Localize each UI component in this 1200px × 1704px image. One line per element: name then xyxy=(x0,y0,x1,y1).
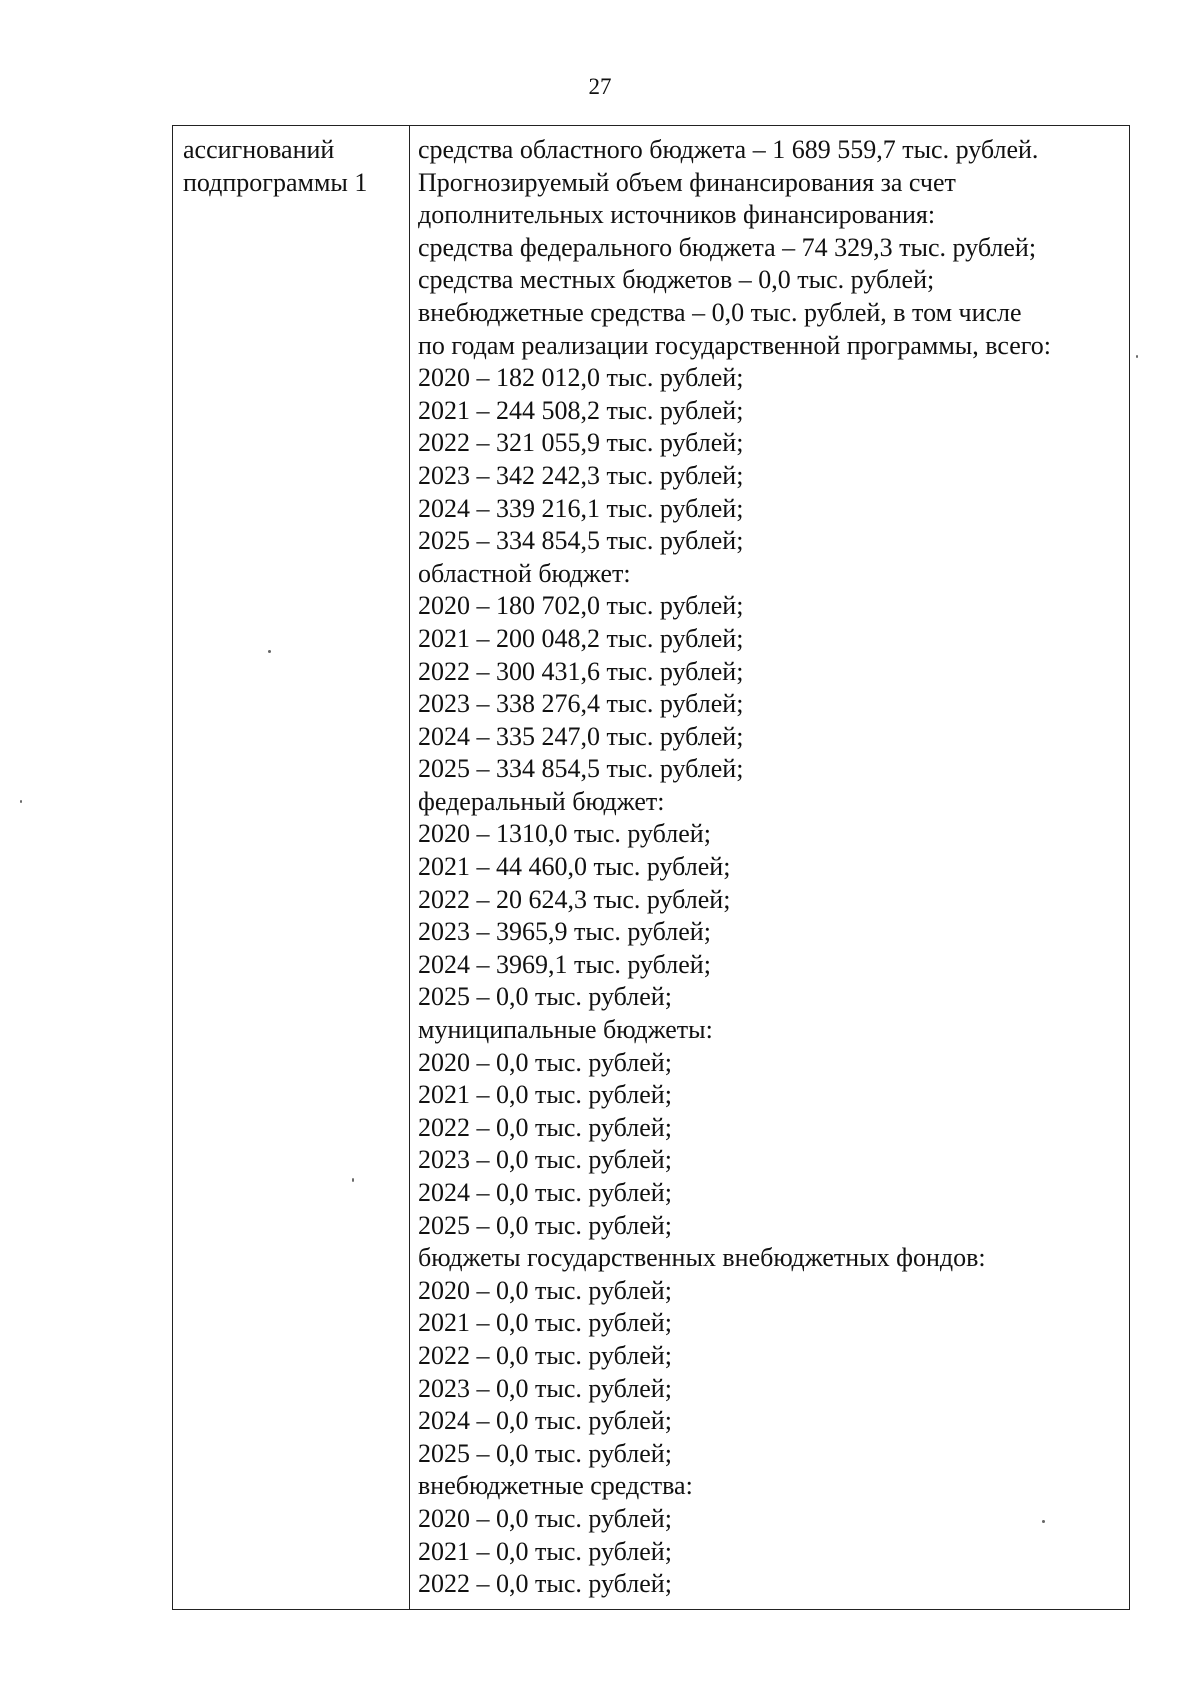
text-line: 2022 – 20 624,3 тыс. рублей; xyxy=(418,884,731,914)
text-line: 2022 – 0,0 тыс. рублей; xyxy=(418,1340,672,1370)
scan-speck xyxy=(1042,1520,1045,1523)
text-line: 2024 – 339 216,1 тыс. рублей; xyxy=(418,493,744,523)
text-line: 2020 – 0,0 тыс. рублей; xyxy=(418,1503,672,1533)
text-line: 2025 – 334 854,5 тыс. рублей; xyxy=(418,526,744,556)
text-line: 2020 – 0,0 тыс. рублей; xyxy=(418,1047,672,1077)
text-line: средства областного бюджета – 1 689 559,7 тыс. рублей. xyxy=(418,135,1039,164)
text-line: внебюджетные средства – 0,0 тыс. рублей, в том числе xyxy=(418,297,1022,327)
text-line: 2021 – 44 460,0 тыс. рублей; xyxy=(418,852,731,882)
text-line: 2022 – 300 431,6 тыс. рублей; xyxy=(418,656,744,686)
text-line: 2024 – 335 247,0 тыс. рублей; xyxy=(418,721,744,751)
text-line: 2023 – 342 242,3 тыс. рублей; xyxy=(418,460,744,490)
text-line: бюджеты государственных внебюджетных фондов: xyxy=(418,1243,986,1273)
scan-speck xyxy=(268,650,271,653)
text-line: 2022 – 0,0 тыс. рублей; xyxy=(418,1569,672,1599)
label-cell-text xyxy=(173,134,409,199)
text-line: 2021 – 0,0 тыс. рублей; xyxy=(418,1308,672,1338)
text-line: средства федерального бюджета – 74 329,3 тыс. рублей; xyxy=(418,232,1037,262)
text-line: 2024 – 3969,1 тыс. рублей; xyxy=(418,949,711,979)
funding-table xyxy=(172,125,1130,1610)
text-line: 2023 – 338 276,4 тыс. рублей; xyxy=(418,689,744,719)
label-cell xyxy=(173,126,410,1610)
text-line: средства местных бюджетов – 0,0 тыс. рублей; xyxy=(418,265,935,295)
text-line: 2025 – 0,0 тыс. рублей; xyxy=(418,1438,672,1468)
text-line: 2025 – 0,0 тыс. рублей; xyxy=(418,982,672,1012)
text-line: областной бюджет: xyxy=(418,558,631,588)
scan-speck xyxy=(1136,355,1138,358)
text-line: 2023 – 0,0 тыс. рублей; xyxy=(418,1373,672,1403)
page-number: 27 xyxy=(588,74,612,99)
scan-speck xyxy=(20,800,22,803)
text-line: ассигнований xyxy=(183,135,335,164)
text-line: 2022 – 321 055,9 тыс. рублей; xyxy=(418,428,744,458)
text-line: 2021 – 200 048,2 тыс. рублей; xyxy=(418,623,744,653)
text-line: 2020 – 182 012,0 тыс. рублей; xyxy=(418,363,744,393)
text-line: 2024 – 0,0 тыс. рублей; xyxy=(418,1406,672,1436)
text-line: федеральный бюджет: xyxy=(418,786,665,816)
text-line: 2021 – 0,0 тыс. рублей; xyxy=(418,1080,672,1110)
text-line: по годам реализации государственной программы, всего: xyxy=(418,330,1052,360)
text-line: Прогнозируемый объем финансирования за счет xyxy=(418,167,956,197)
table-row xyxy=(173,126,1130,1610)
text-line: внебюджетные средства: xyxy=(418,1471,693,1501)
text-line: 2025 – 0,0 тыс. рублей; xyxy=(418,1210,672,1240)
text-line: 2024 – 0,0 тыс. рублей; xyxy=(418,1178,672,1207)
text-line: подпрограммы 1 xyxy=(183,167,368,197)
text-line: 2023 – 0,0 тыс. рублей; xyxy=(418,1145,672,1175)
text-line: 2021 – 244 508,2 тыс. рублей; xyxy=(418,395,744,425)
text-line: 2022 – 0,0 тыс. рублей; xyxy=(418,1112,672,1142)
text-line: 2025 – 334 854,5 тыс. рублей; xyxy=(418,754,744,784)
text-line: 2020 – 180 702,0 тыс. рублей; xyxy=(418,591,744,621)
text-line: 2020 – 1310,0 тыс. рублей; xyxy=(418,819,711,849)
content-cell xyxy=(410,126,1130,1610)
content-cell-text xyxy=(410,134,1129,1601)
text-line: 2020 – 0,0 тыс. рублей; xyxy=(418,1275,672,1305)
text-line: дополнительных источников финансирования: xyxy=(418,200,936,230)
text-line: 2023 – 3965,9 тыс. рублей; xyxy=(418,917,711,947)
text-line: муниципальные бюджеты: xyxy=(418,1015,713,1045)
text-line: 2021 – 0,0 тыс. рублей; xyxy=(418,1536,672,1566)
scan-speck xyxy=(352,1178,354,1182)
